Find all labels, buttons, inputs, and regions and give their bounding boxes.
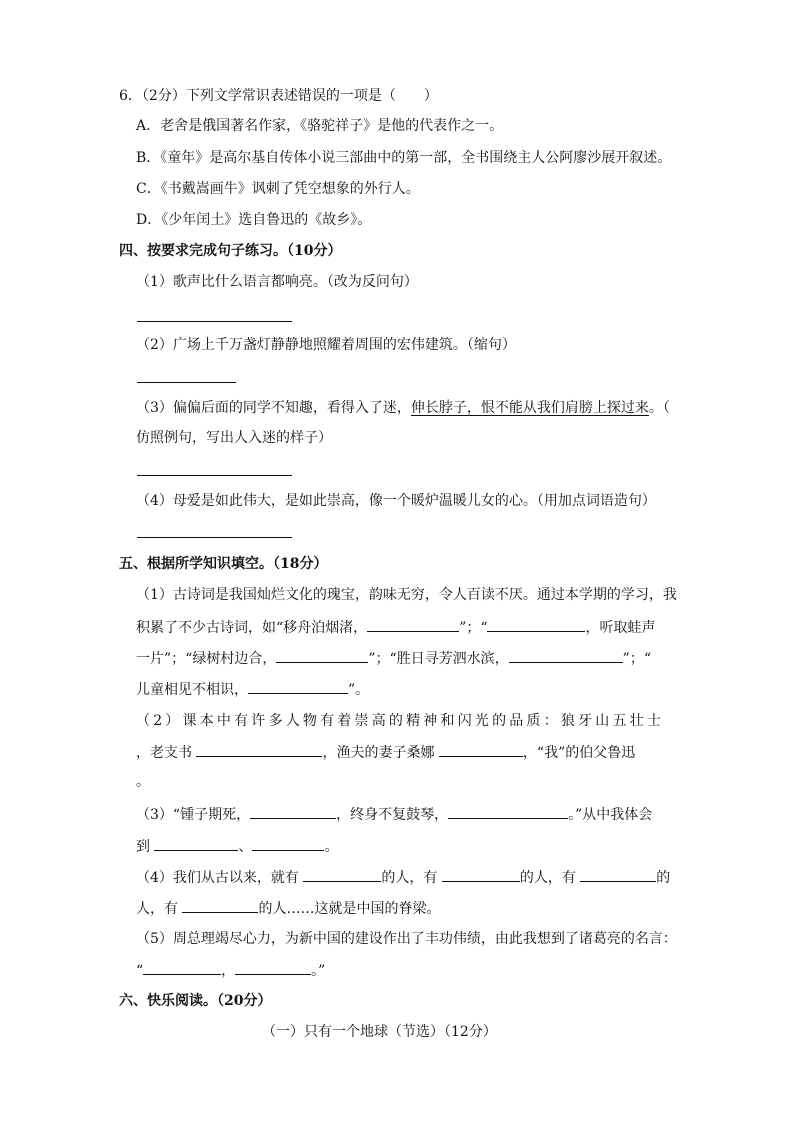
text-fragment: ”。 xyxy=(348,682,370,698)
answer-line-q2[interactable] xyxy=(137,382,236,383)
text-fragment: ，老支书 xyxy=(136,745,192,761)
answer-line-q1[interactable] xyxy=(137,321,292,322)
sec4-q3-line2: 仿照例句，写出人入迷的样子） xyxy=(136,430,332,446)
sec5-p1-line3 xyxy=(136,648,651,669)
sec5-p5-line1: （5）周总理竭尽心力，为新中国的建设作出了丰功伟绩，由此我想到了诸葛亮的名言： xyxy=(136,931,677,947)
text-fragment: （4）我们从古以来，就有 xyxy=(136,870,299,886)
text-fragment: “ xyxy=(136,963,144,979)
text-fragment: 。”从中我体会 xyxy=(568,807,653,823)
fill-blank[interactable] xyxy=(143,960,221,975)
text-fragment: 儿童相见不相识， xyxy=(136,682,248,698)
sec4-q3-text: （3）偏偏后面的同学不知趣，看得入了迷， xyxy=(136,400,411,416)
section4-title: 四、按要求完成句子练习。（10分） xyxy=(119,243,342,259)
sec4-q1: （1）歌声比什么语言都响亮。（改为反问句） xyxy=(136,274,418,290)
sec5-p5-line2 xyxy=(136,960,325,981)
text-fragment: ”；“ xyxy=(622,651,651,667)
text-fragment: 。 xyxy=(324,839,339,855)
text-fragment: 、 xyxy=(238,839,253,855)
fill-blank[interactable] xyxy=(182,898,258,913)
sec5-p4-line2 xyxy=(136,898,440,919)
fill-blank[interactable] xyxy=(580,867,656,882)
text-fragment: ”；“胜日寻芳泗水滨， xyxy=(368,651,509,667)
q6-stem: 6．（2分）下列文学常识表述错误的一项是（ ） xyxy=(119,88,438,104)
text-fragment: ，听取蛙声 xyxy=(585,620,656,636)
text-fragment: ， xyxy=(221,963,236,979)
text-fragment: （3）“锺子期死， xyxy=(136,807,251,823)
q6-option-a: A．老舍是俄国著名作家，《骆驼祥子》是他的代表作之一。 xyxy=(136,118,504,134)
text-fragment: ，终身不复鼓琴， xyxy=(336,807,449,823)
fill-blank[interactable] xyxy=(448,804,568,819)
text-fragment: ”；“ xyxy=(459,620,488,636)
fill-blank[interactable] xyxy=(276,648,368,663)
sec5-p2-line3: 。 xyxy=(136,774,150,790)
sec4-q2: （2）广场上千万盏灯静静地照耀着周围的宏伟建筑。（缩句） xyxy=(136,337,516,353)
q6-option-c: C．《书戴嵩画牛》讽刺了凭空想象的外行人。 xyxy=(136,181,420,197)
fill-blank[interactable] xyxy=(248,679,348,694)
sec5-p1-line4 xyxy=(136,679,369,700)
section6-title: 六、快乐阅读。（20分） xyxy=(119,993,272,1009)
fill-blank[interactable] xyxy=(250,804,336,819)
sec5-p3-line1 xyxy=(136,804,652,825)
text-fragment: 积累了不少古诗词，如“移舟泊烟渚， xyxy=(136,620,368,636)
sec5-p3-line2 xyxy=(136,836,338,857)
text-fragment: 的人，有 xyxy=(519,870,576,886)
text-fragment: 的人……这就是中国的脊梁。 xyxy=(258,901,441,917)
text-fragment: 的人，有 xyxy=(381,870,438,886)
sec4-q3-tail: 。（ xyxy=(648,400,670,416)
text-fragment: ，“我”的伯父鲁迅 xyxy=(522,745,636,761)
text-fragment: 的 xyxy=(656,870,671,886)
sec5-p4-line1 xyxy=(136,867,670,888)
fill-blank[interactable] xyxy=(252,836,324,851)
fill-blank[interactable] xyxy=(196,742,322,757)
sec5-p1-line1: （1）古诗词是我国灿烂文化的瑰宝，韵味无穷，令人百读不厌。通过本学期的学习，我 xyxy=(136,587,677,603)
text-fragment: 一片”；“绿树村边合， xyxy=(136,651,277,667)
fill-blank[interactable] xyxy=(235,960,311,975)
sec6-subtitle: （一）只有一个地球（节选）（12分） xyxy=(262,1024,497,1040)
text-fragment: 人，有 xyxy=(136,901,178,917)
sec4-q3-example: 伸长脖子，恨不能从我们肩膀上探过来 xyxy=(410,400,649,416)
q6-option-b: B．《童年》是高尔基自传体小说三部曲中的第一部，全书围绕主人公阿廖沙展开叙述。 xyxy=(136,150,672,166)
sec5-p2-line2 xyxy=(136,742,635,763)
text-fragment: 。” xyxy=(311,963,326,979)
fill-blank[interactable] xyxy=(367,617,459,632)
fill-blank[interactable] xyxy=(154,836,238,851)
q6-option-d: D．《少年闰土》选自鲁迅的《故乡》。 xyxy=(136,212,372,228)
sec5-p2-line1: （2）课本中有许多人物有着崇高的精神和闪光的品质：狼牙山五壮士 xyxy=(136,713,665,729)
sec5-p1-line2 xyxy=(136,617,655,638)
fill-blank[interactable] xyxy=(487,617,585,632)
fill-blank[interactable] xyxy=(303,867,381,882)
fill-blank[interactable] xyxy=(439,742,523,757)
sec4-q4: （4）母爱是如此伟大，是如此崇高，像一个暖炉温暖儿女的心。（用加点词语造句） xyxy=(136,493,656,509)
fill-blank[interactable] xyxy=(442,867,520,882)
text-fragment: ，渔夫的妻子桑娜 xyxy=(322,745,435,761)
fill-blank[interactable] xyxy=(509,648,623,663)
answer-line-q4[interactable] xyxy=(137,537,292,538)
answer-line-q3[interactable] xyxy=(137,475,292,476)
text-fragment: 到 xyxy=(136,839,150,855)
section5-title: 五、根据所学知识填空。（18分） xyxy=(119,556,328,572)
sec4-q3 xyxy=(136,398,670,418)
